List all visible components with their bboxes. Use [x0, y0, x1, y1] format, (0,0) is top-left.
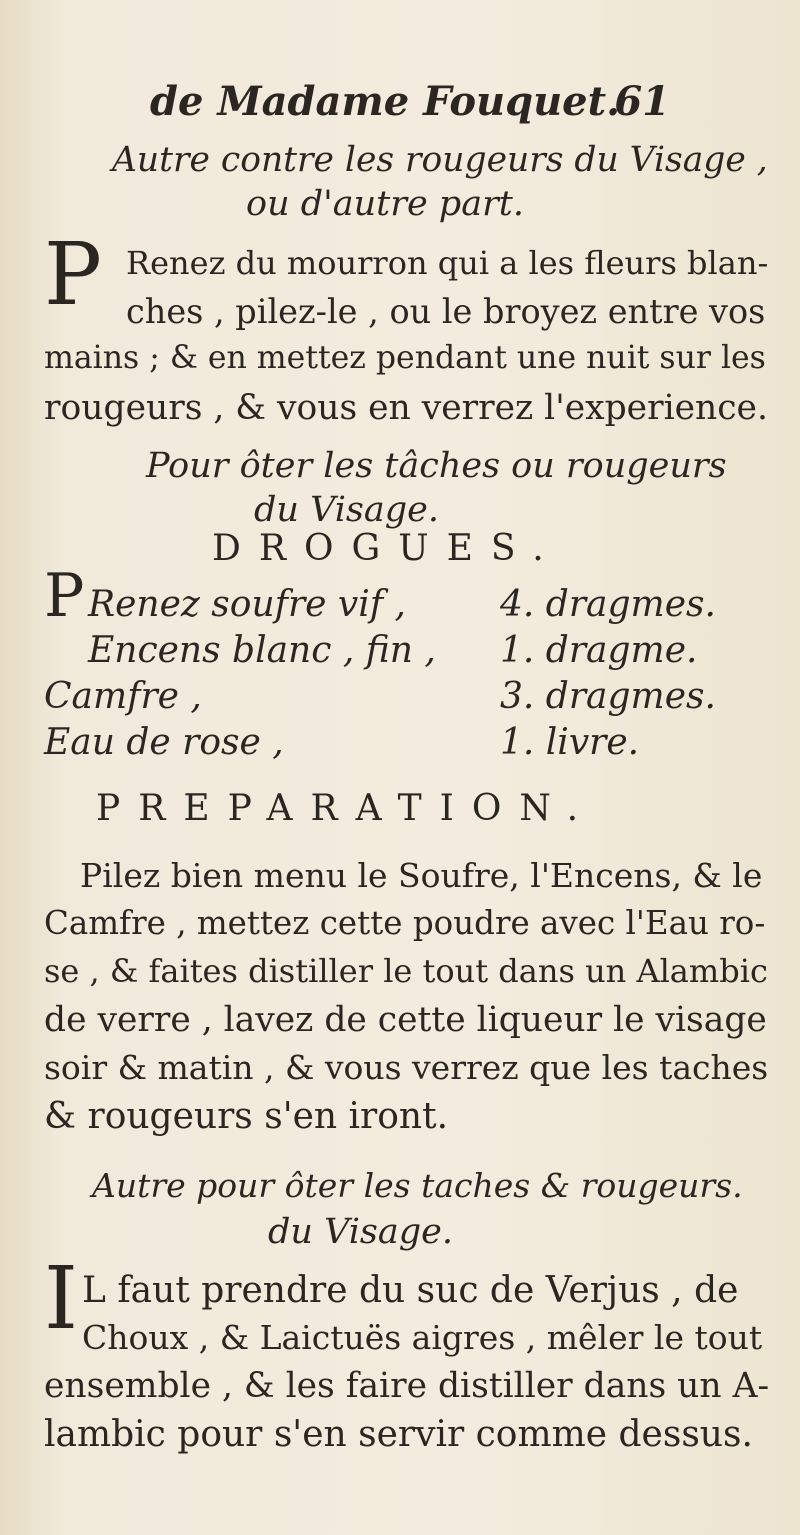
drogues-heading: DROGUES.: [212, 528, 562, 569]
ingredient-name: Camfre ,: [44, 676, 202, 717]
recipe2-title-line1: Pour ôter les tâches ou rougeurs: [146, 446, 727, 486]
recipe2-line: Pilez bien menu le Soufre, l'Encens, & le: [80, 856, 763, 895]
recipe1-title-line2: ou d'autre part.: [246, 184, 525, 224]
recipe2-title-line2: du Visage.: [254, 490, 439, 530]
running-title: de Madame Fouquet.: [150, 78, 620, 125]
recipe2-line: & rougeurs s'en iront.: [44, 1096, 449, 1137]
recipe3-line: lambic pour s'en servir comme dessus.: [44, 1414, 753, 1455]
recipe3-dropcap: I: [44, 1249, 78, 1349]
recipe2-line: soir & matin , & vous verrez que les taches: [44, 1048, 769, 1087]
recipe1-line: Renez du mourron qui a les fleurs blan-: [126, 244, 769, 282]
ingredient-qty: 1. dragme.: [500, 630, 698, 671]
recipe3-line: Choux , & Laictuës aigres , mêler le tout: [82, 1318, 763, 1357]
ingredient-qty: 3. dragmes.: [500, 676, 716, 717]
recipe2-dropcap: P: [44, 561, 85, 631]
ingredient-name: Encens blanc , fin ,: [88, 630, 436, 671]
recipe2-line: Camfre , mettez cette poudre avec l'Eau ro-: [44, 904, 766, 942]
recipe3-line: L faut prendre du suc de Verjus , de: [82, 1270, 739, 1311]
recipe3-line: ensemble , & les faire distiller dans un A-: [44, 1366, 770, 1406]
recipe1-line: rougeurs , & vous en verrez l'experience.: [44, 388, 768, 428]
ingredient-name: Renez soufre vif ,: [88, 584, 406, 625]
recipe3-title-line1: Autre pour ôter les taches & rougeurs.: [92, 1166, 743, 1205]
recipe2-line: se , & faites distiller le tout dans un Alambic: [44, 952, 768, 990]
preparation-heading: PREPARATION.: [96, 788, 597, 829]
page-header: [150, 78, 670, 138]
recipe1-line: mains ; & en mettez pendant une nuit sur les: [44, 340, 766, 376]
recipe1-dropcap: P: [44, 225, 102, 325]
ingredient-qty: 4. dragmes.: [500, 584, 716, 625]
recipe1-title-line1: Autre contre les rougeurs du Visage ,: [112, 140, 768, 180]
recipe2-line: de verre , lavez de cette liqueur le visage: [44, 1000, 767, 1040]
page-number: 61: [614, 78, 670, 125]
ingredient-qty: 1. livre.: [500, 722, 640, 763]
recipe1-line: ches , pilez-le , ou le broyez entre vos: [126, 292, 766, 331]
recipe3-title-line2: du Visage.: [268, 1212, 453, 1252]
ingredient-name: Eau de rose ,: [44, 722, 284, 763]
